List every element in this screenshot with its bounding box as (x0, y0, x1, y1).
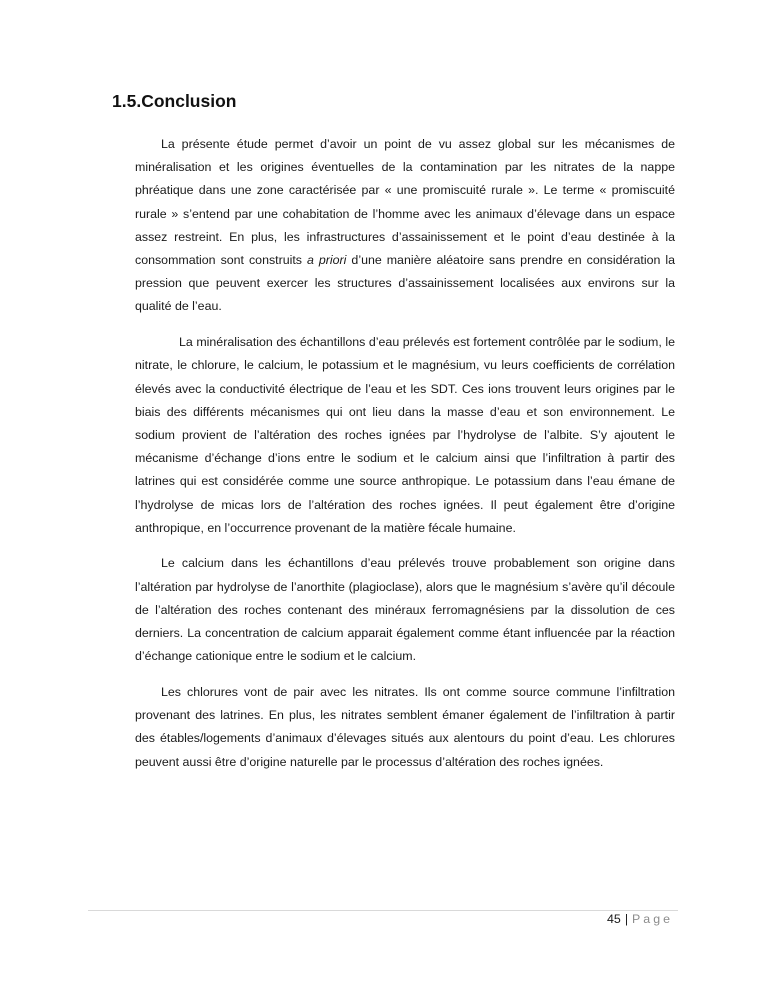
paragraph-1-part-1: La présente étude permet d’avoir un point de vu assez global sur les mécanismes de minéralisation et les origines éventuelles de la contamination par les nitrates de la nappe phréatique dans une zone caractérisée par « une promiscuité rurale ». Le terme « promiscuité rurale » s’entend par une cohabitation de l’homme avec les animaux d’élevage dans un espace assez restreint. En plus, les infrastructures d’assainissement et le point d’eau destinée à la consommation sont construits (135, 137, 675, 268)
paragraph-1-emphasis: a priori (307, 253, 347, 268)
paragraph-4: Les chlorures vont de pair avec les nitrates. Ils ont comme source commune l’infiltration provenant des latrines. En plus, les nitrates semblent émaner également de l’infiltration à partir des étables/logements d’animaux d’élevages situés aux alentours du point d’eau. Les chlorures peuvent aussi être d’origine naturelle par le processus d’altération des roches ignées. (135, 684, 675, 769)
page-footer (607, 912, 673, 926)
section-heading: 1.5.Conclusion (112, 91, 237, 111)
paragraph-1 (135, 133, 675, 319)
page-label: Page (632, 912, 673, 926)
paragraph-2: La minéralisation des échantillons d’eau prélevés est fortement contrôlée par le sodium, le nitrate, le chlorure, le calcium, le potassium et le magnésium, vu leurs coefficients de corrélation élevés avec la conductivité électrique de l’eau et les SDT. Ces ions trouvent leurs origines par le biais des différents mécanismes qui ont lieu dans la masse d’eau et son environnement. Le sodium provient de l’altération des roches ignées par l’hydrolyse de l’albite. S’y ajoutent le mécanisme d’échange d’ions entre le sodium et le calcium ainsi que l’infiltration à partir des latrines qui est considérée comme une source anthropique. Le potassium dans l’eau émane de l’hydrolyse de micas lors de l’altération des roches ignées. Il peut également être d’origine anthropique, en l’occurrence provenant de la matière fécale humaine. (135, 335, 675, 535)
footer-separator: | (624, 912, 629, 926)
footer-divider (88, 910, 678, 911)
body-text (135, 133, 675, 786)
page-number: 45 (607, 912, 621, 926)
paragraph-1-part-2: d’une manière aléatoire sans prendre en considération la pression que peuvent exercer les structures d’assainissement localisées aux environs sur la qualité de l’eau. (135, 253, 675, 314)
paragraph-3: Le calcium dans les échantillons d’eau prélevés trouve probablement son origine dans l’altération par hydrolyse de l’anorthite (plagioclase), alors que le magnésium s’avère qu’il découle de l’altération des roches contenant des minéraux ferromagnésiens par la dissolution de ces derniers. La concentration de calcium apparait également comme étant influencée par la réaction d’échange cationique entre le sodium et le calcium. (135, 556, 675, 664)
